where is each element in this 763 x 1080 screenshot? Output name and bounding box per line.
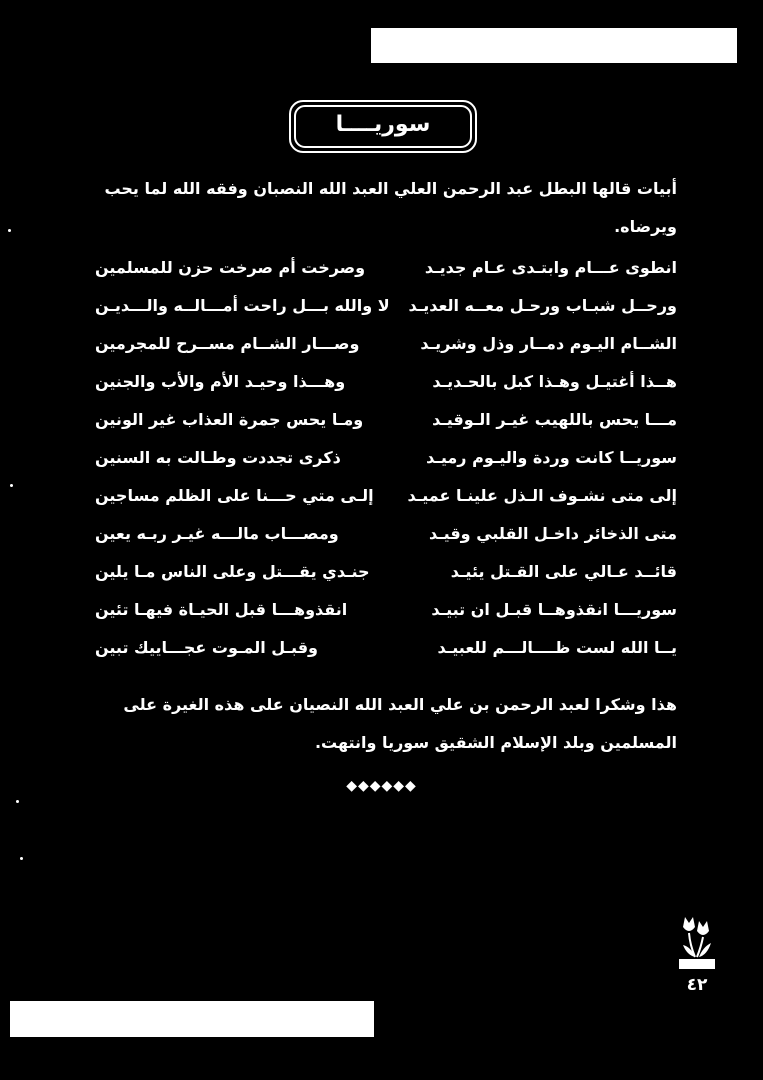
verse-first-half: الشــام اليـوم دمــار وذل وشريـد bbox=[420, 334, 677, 353]
verse-second-half: ومـا يحس جمرة العذاب غير الونين bbox=[95, 410, 364, 429]
verse-first-half: قائــد عـالي على القـتل يئيـد bbox=[450, 562, 677, 581]
verse-second-half: وهـــذا وحيـد الأم والأب والجنين bbox=[95, 372, 346, 391]
verse-second-half: وقبـل المـوت عجـــاييك تبين bbox=[95, 638, 318, 657]
verse-line bbox=[95, 592, 677, 630]
verse-second-half: لا والله بـــل راحت أمـــالــه والـــديـن bbox=[95, 296, 390, 315]
verse-first-half: هــذا أغتيـل وهـذا كبل بالحـديـد bbox=[432, 372, 677, 391]
verse-first-half: إلى متى نشـوف الـذل علينـا عميـد bbox=[407, 486, 677, 505]
verse-line bbox=[95, 326, 677, 364]
page-number: ٤٢ bbox=[686, 975, 708, 995]
verse-line bbox=[95, 630, 677, 668]
verse-first-half: سوريـــا انقذوهــا قبـل ان تبيـد bbox=[431, 600, 677, 619]
verse-first-half: يــا الله لست ظــــالـــم للعبيـد bbox=[437, 638, 677, 657]
verse-second-half: انقذوهـــا قبل الحيـاة فيهـا تئين bbox=[95, 600, 348, 619]
intro-paragraph: أبيات قالها البطل عبد الرحمن العلي العبد الله النصبان وفقه الله لما يحب ويرضاه. bbox=[104, 179, 677, 236]
speck bbox=[8, 229, 11, 232]
verse-line bbox=[95, 288, 677, 326]
verse-first-half: مـــا يحس باللهيب غيـر الـوقيـد bbox=[432, 410, 677, 429]
speck bbox=[20, 857, 23, 860]
top-white-bar bbox=[371, 28, 737, 63]
separator-ornament: ◆◆◆◆◆◆ bbox=[346, 778, 417, 794]
verse-line bbox=[95, 554, 677, 592]
title-box bbox=[289, 100, 477, 153]
verse-line bbox=[95, 440, 677, 478]
verse-first-half: متى الذخائر داخـل القلبي وقيـد bbox=[428, 524, 677, 543]
verse-second-half: جنـدي يقـــتل وعلى الناس مـا يلين bbox=[95, 562, 370, 581]
verse-line bbox=[95, 402, 677, 440]
verse-first-half: ورحــل شبـاب ورحـل معــه العديـد bbox=[408, 296, 677, 315]
tulip-icon bbox=[677, 913, 717, 975]
verse-first-half: انطوى عـــام وابتـدى عـام جديـد bbox=[424, 258, 677, 277]
verse-line bbox=[95, 364, 677, 402]
verse-second-half: ذكرى تجددت وطـالت به السنين bbox=[95, 448, 341, 467]
bottom-white-bar bbox=[10, 1001, 374, 1037]
verse-line bbox=[95, 250, 677, 288]
speck bbox=[16, 800, 19, 803]
speck bbox=[10, 484, 13, 487]
page-title: سوريــــا bbox=[335, 112, 431, 137]
verse-second-half: ومصـــاب مالـــه غيـر ربـه يعين bbox=[95, 524, 339, 543]
verse-first-half: سوريــا كانت وردة واليـوم رميـد bbox=[426, 448, 677, 467]
closing-paragraph: هذا وشكرا لعبد الرحمن بن علي العبد الله النصيان على هذه الغيرة على المسلمين وبلد الإسلام الشقيق سوريا وانتهت. bbox=[123, 695, 677, 752]
verse-second-half: وصرخت أم صرخت حزن للمسلمين bbox=[95, 258, 366, 277]
verse-line bbox=[95, 478, 677, 516]
verse-second-half: إلـى متي حـــنا على الظلم مساجين bbox=[95, 486, 374, 505]
verse-line bbox=[95, 516, 677, 554]
verse-second-half: وصـــار الشــام مســرح للمجرمين bbox=[95, 334, 360, 353]
